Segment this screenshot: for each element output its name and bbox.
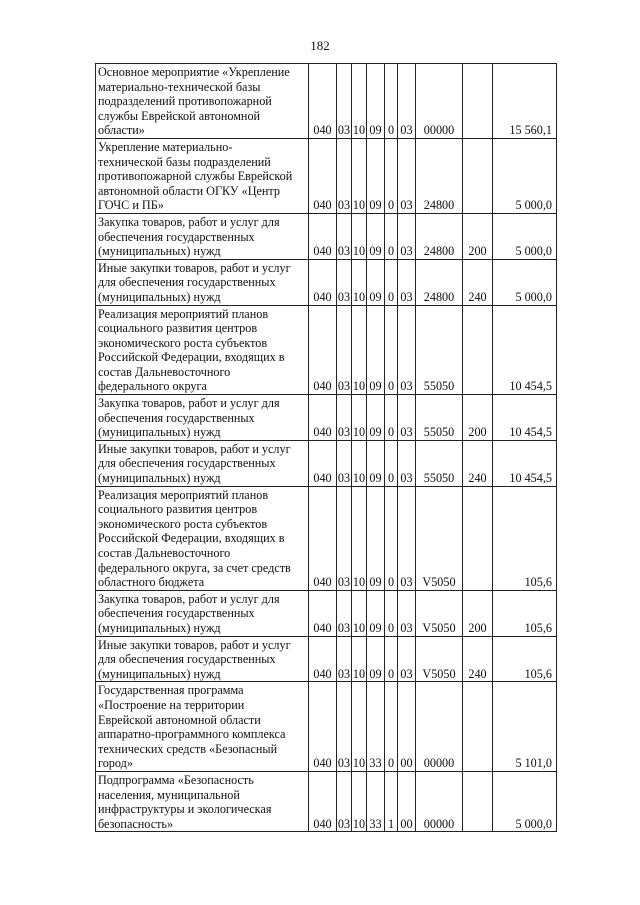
- item-name-line: материально-технической базы: [98, 79, 261, 94]
- expense-type-cell: 200: [463, 395, 493, 441]
- subprogram-code-cell: 1: [385, 771, 398, 831]
- item-name-line: для обеспечения государственных: [98, 456, 276, 471]
- item-name-line: ГОЧС и ПБ»: [98, 198, 164, 213]
- item-name-line: обеспечения государственных: [98, 606, 255, 621]
- subprogram-code-cell: 0: [385, 213, 398, 259]
- item-name-line: Закупка товаров, работ и услуг для: [98, 214, 280, 229]
- section-code-cell: 03: [337, 682, 352, 772]
- item-name-line: социального развития центров: [98, 502, 258, 517]
- expense-type-cell: 200: [463, 590, 493, 636]
- item-name-line: Иные закупки товаров, работ и услуг: [98, 260, 291, 275]
- direction-code-cell: V5050: [416, 590, 463, 636]
- direction-code-cell: 00000: [416, 64, 463, 139]
- event-code-cell: 03: [398, 486, 416, 590]
- event-code-cell: 00: [398, 771, 416, 831]
- subprogram-code-cell: 0: [385, 636, 398, 682]
- section-code-cell: 03: [337, 64, 352, 139]
- expense-type-cell: [463, 305, 493, 395]
- item-name-cell: [96, 305, 309, 395]
- section-code-cell: 03: [337, 259, 352, 305]
- direction-code-cell: 55050: [416, 440, 463, 486]
- direction-code-cell: V5050: [416, 486, 463, 590]
- expense-type-cell: [463, 64, 493, 139]
- ministry-code-cell: 040: [309, 213, 337, 259]
- program-code-cell: 09: [367, 590, 385, 636]
- ministry-code-cell: 040: [309, 259, 337, 305]
- item-name-cell: [96, 138, 309, 213]
- event-code-cell: 03: [398, 64, 416, 139]
- ministry-code-cell: 040: [309, 64, 337, 139]
- program-code-cell: 09: [367, 395, 385, 441]
- program-code-cell: 09: [367, 305, 385, 395]
- item-name-cell: [96, 590, 309, 636]
- item-name-line: Иные закупки товаров, работ и услуг: [98, 637, 291, 652]
- direction-code-cell: 00000: [416, 771, 463, 831]
- page-number: 182: [310, 38, 330, 53]
- item-name-line: Закупка товаров, работ и услуг для: [98, 396, 280, 411]
- item-name-line: Еврейской автономной области: [98, 712, 261, 727]
- item-name-line: для обеспечения государственных: [98, 275, 276, 290]
- amount-cell: 5 000,0: [493, 138, 557, 213]
- section-code-cell: 03: [337, 305, 352, 395]
- expense-type-cell: [463, 682, 493, 772]
- item-name-line: Российской Федерации, входящих в: [98, 531, 285, 546]
- section-code-cell: 03: [337, 440, 352, 486]
- table-row: [96, 395, 557, 441]
- amount-cell: 15 560,1: [493, 64, 557, 139]
- amount-cell: 105,6: [493, 590, 557, 636]
- item-name-line: подразделений противопожарной: [98, 94, 272, 109]
- amount-cell: 5 000,0: [493, 771, 557, 831]
- table-row: [96, 305, 557, 395]
- item-name-line: Подпрограмма «Безопасность: [98, 772, 254, 787]
- item-name-line: аппаратно-программного комплекса: [98, 727, 286, 742]
- ministry-code-cell: 040: [309, 636, 337, 682]
- item-name-line: экономического роста субъектов: [98, 335, 268, 350]
- subsection-code-cell: 10: [352, 486, 367, 590]
- section-code-cell: 03: [337, 486, 352, 590]
- ministry-code-cell: 040: [309, 305, 337, 395]
- item-name-line: состав Дальневосточного: [98, 364, 231, 379]
- subprogram-code-cell: 0: [385, 138, 398, 213]
- item-name-line: (муниципальных) нужд: [98, 425, 221, 440]
- expense-type-cell: [463, 138, 493, 213]
- amount-cell: 5 000,0: [493, 213, 557, 259]
- ministry-code-cell: 040: [309, 486, 337, 590]
- item-name-cell: [96, 213, 309, 259]
- direction-code-cell: 55050: [416, 395, 463, 441]
- item-name-line: Основное мероприятие «Укрепление: [98, 65, 290, 79]
- subprogram-code-cell: 0: [385, 305, 398, 395]
- item-name-line: (муниципальных) нужд: [98, 471, 221, 486]
- program-code-cell: 09: [367, 636, 385, 682]
- subprogram-code-cell: 0: [385, 486, 398, 590]
- subprogram-code-cell: 0: [385, 64, 398, 139]
- table-row: [96, 636, 557, 682]
- amount-cell: 105,6: [493, 636, 557, 682]
- subsection-code-cell: 10: [352, 682, 367, 772]
- direction-code-cell: 00000: [416, 682, 463, 772]
- subsection-code-cell: 10: [352, 259, 367, 305]
- table-row: [96, 590, 557, 636]
- expense-type-cell: 240: [463, 440, 493, 486]
- program-code-cell: 33: [367, 682, 385, 772]
- item-name-line: город»: [98, 756, 133, 771]
- subprogram-code-cell: 0: [385, 395, 398, 441]
- event-code-cell: 03: [398, 213, 416, 259]
- subsection-code-cell: 10: [352, 213, 367, 259]
- subsection-code-cell: 10: [352, 64, 367, 139]
- ministry-code-cell: 040: [309, 138, 337, 213]
- item-name-line: Российской Федерации, входящих в: [98, 350, 285, 365]
- section-code-cell: 03: [337, 636, 352, 682]
- item-name-line: федерального округа: [98, 379, 207, 394]
- direction-code-cell: 55050: [416, 305, 463, 395]
- event-code-cell: 03: [398, 636, 416, 682]
- subprogram-code-cell: 0: [385, 590, 398, 636]
- item-name-line: автономной области ОГКУ «Центр: [98, 183, 280, 198]
- ministry-code-cell: 040: [309, 771, 337, 831]
- ministry-code-cell: 040: [309, 590, 337, 636]
- item-name-line: для обеспечения государственных: [98, 652, 276, 667]
- amount-cell: 10 454,5: [493, 395, 557, 441]
- event-code-cell: 03: [398, 395, 416, 441]
- subsection-code-cell: 10: [352, 395, 367, 441]
- item-name-cell: [96, 486, 309, 590]
- table-row: [96, 682, 557, 772]
- item-name-line: безопасность»: [98, 816, 174, 831]
- table-row: [96, 440, 557, 486]
- item-name-cell: [96, 771, 309, 831]
- expense-type-cell: [463, 771, 493, 831]
- item-name-line: технической базы подразделений: [98, 154, 271, 169]
- section-code-cell: 03: [337, 395, 352, 441]
- item-name-line: обеспечения государственных: [98, 410, 255, 425]
- subprogram-code-cell: 0: [385, 259, 398, 305]
- section-code-cell: 03: [337, 213, 352, 259]
- table-row: [96, 138, 557, 213]
- direction-code-cell: 24800: [416, 259, 463, 305]
- item-name-line: областного бюджета: [98, 575, 205, 590]
- program-code-cell: 09: [367, 440, 385, 486]
- item-name-cell: [96, 259, 309, 305]
- subsection-code-cell: 10: [352, 305, 367, 395]
- table-row: [96, 64, 557, 139]
- item-name-cell: [96, 395, 309, 441]
- event-code-cell: 03: [398, 590, 416, 636]
- item-name-line: обеспечения государственных: [98, 229, 255, 244]
- table-row: [96, 486, 557, 590]
- event-code-cell: 03: [398, 259, 416, 305]
- item-name-line: технических средств «Безопасный: [98, 741, 278, 756]
- program-code-cell: 09: [367, 64, 385, 139]
- program-code-cell: 09: [367, 486, 385, 590]
- table-body: [96, 64, 557, 832]
- item-name-line: Укрепление материально-: [98, 139, 233, 154]
- event-code-cell: 03: [398, 440, 416, 486]
- amount-cell: 10 454,5: [493, 305, 557, 395]
- event-code-cell: 03: [398, 138, 416, 213]
- item-name-cell: [96, 440, 309, 486]
- subsection-code-cell: 10: [352, 771, 367, 831]
- expense-type-cell: 240: [463, 636, 493, 682]
- amount-cell: 5 000,0: [493, 259, 557, 305]
- direction-code-cell: V5050: [416, 636, 463, 682]
- item-name-line: Реализация мероприятий планов: [98, 487, 269, 502]
- program-code-cell: 09: [367, 213, 385, 259]
- direction-code-cell: 24800: [416, 213, 463, 259]
- subprogram-code-cell: 0: [385, 682, 398, 772]
- ministry-code-cell: 040: [309, 682, 337, 772]
- item-name-line: Закупка товаров, работ и услуг для: [98, 591, 280, 606]
- section-code-cell: 03: [337, 771, 352, 831]
- program-code-cell: 09: [367, 138, 385, 213]
- event-code-cell: 00: [398, 682, 416, 772]
- amount-cell: 5 101,0: [493, 682, 557, 772]
- section-code-cell: 03: [337, 138, 352, 213]
- item-name-line: Реализация мероприятий планов: [98, 306, 269, 321]
- item-name-line: населения, муниципальной: [98, 787, 240, 802]
- item-name-cell: [96, 64, 309, 139]
- ministry-code-cell: 040: [309, 395, 337, 441]
- item-name-line: (муниципальных) нужд: [98, 620, 221, 635]
- item-name-cell: [96, 682, 309, 772]
- subprogram-code-cell: 0: [385, 440, 398, 486]
- table-row: [96, 771, 557, 831]
- item-name-line: инфраструктуры и экологическая: [98, 802, 272, 817]
- item-name-line: Государственная программа: [98, 683, 244, 698]
- expense-type-cell: [463, 486, 493, 590]
- item-name-cell: [96, 636, 309, 682]
- amount-cell: 10 454,5: [493, 440, 557, 486]
- item-name-line: области»: [98, 123, 145, 138]
- item-name-line: (муниципальных) нужд: [98, 666, 221, 681]
- table-row: [96, 259, 557, 305]
- item-name-line: состав Дальневосточного: [98, 546, 231, 560]
- subsection-code-cell: 10: [352, 590, 367, 636]
- item-name-line: «Построение на территории: [98, 697, 245, 712]
- event-code-cell: 03: [398, 305, 416, 395]
- subsection-code-cell: 10: [352, 636, 367, 682]
- budget-table: [95, 63, 557, 832]
- item-name-line: Иные закупки товаров, работ и услуг: [98, 441, 291, 456]
- section-code-cell: 03: [337, 590, 352, 636]
- item-name-line: федерального округа, за счет средств: [98, 560, 291, 575]
- direction-code-cell: 24800: [416, 138, 463, 213]
- subsection-code-cell: 10: [352, 440, 367, 486]
- expense-type-cell: 200: [463, 213, 493, 259]
- item-name-line: экономического роста субъектов: [98, 516, 268, 531]
- item-name-line: (муниципальных) нужд: [98, 244, 221, 259]
- amount-cell: 105,6: [493, 486, 557, 590]
- program-code-cell: 33: [367, 771, 385, 831]
- expense-type-cell: 240: [463, 259, 493, 305]
- subsection-code-cell: 10: [352, 138, 367, 213]
- program-code-cell: 09: [367, 259, 385, 305]
- item-name-line: (муниципальных) нужд: [98, 289, 221, 304]
- item-name-line: службы Еврейской автономной: [98, 108, 261, 123]
- ministry-code-cell: 040: [309, 440, 337, 486]
- item-name-line: противопожарной службы Еврейской: [98, 169, 293, 184]
- table-row: [96, 213, 557, 259]
- item-name-line: социального развития центров: [98, 321, 258, 336]
